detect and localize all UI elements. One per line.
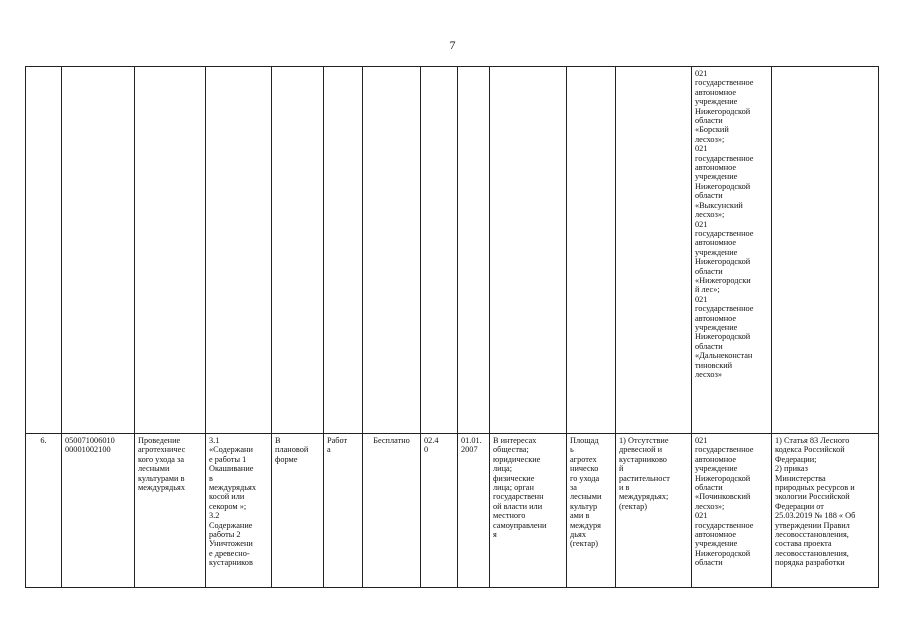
- cell-code: [62, 434, 135, 588]
- service-name: Проведение агротехничес кого ухода за лесными культурами в междурядьях: [138, 436, 186, 493]
- cell-type: [324, 67, 363, 434]
- consumers: В интересах общества; юридические лица; физические лица; орган государственн ой власти или местного самоуправлени я: [493, 436, 547, 540]
- service-payment: Бесплатно: [373, 436, 410, 445]
- cell-legal-basis: [772, 434, 879, 588]
- cell-quality-indicator: [616, 67, 692, 434]
- cell-consumers: [490, 434, 567, 588]
- cell-type: [324, 434, 363, 588]
- cell-code: [62, 67, 135, 434]
- institutions-text: 021 государственное автономное учреждение Нижегородской области «Борский лесхоз»; 021 государственное автономное учреждение Нижегородской области «Выксунский лесхоз»; 021 государственное автономное учреждение Нижегородской области «Нижегородски й лес»; 021 государственное автономное учреждение Нижегородской области «Дальнеконстан тиновский лесхоз»: [695, 69, 754, 379]
- service-date: 01.01. 2007: [461, 436, 482, 455]
- okved-code: 02.4 0: [424, 436, 439, 455]
- quality-indicator: 1) Отсутствие древесной и кустарниково й растительност и в междурядьях; (гектар): [619, 436, 670, 511]
- legal-basis: 1) Статья 83 Лесного кодекса Российской Федерации; 2) приказ Министерства природных ресурсов и экологии Российской Федерации от 25.03.2019 № 188 « Об утверждении Правил лесовосстановления, состава проекта лесовосстановления, порядка разработки: [775, 436, 856, 568]
- row-number: 6.: [40, 436, 47, 445]
- cell-service-name: [135, 434, 206, 588]
- table-row: [26, 67, 879, 434]
- service-form: В плановой форме: [275, 436, 309, 464]
- cell-content: [206, 434, 272, 588]
- cell-institutions: [692, 434, 772, 588]
- cell-date: [458, 67, 490, 434]
- cell-date: [458, 434, 490, 588]
- cell-form: [272, 434, 324, 588]
- volume-indicator: Площад ь агротех ническо го ухода за лесными культур ами в междуря дьях (гектар): [570, 436, 602, 549]
- cell-volume-indicator: [567, 67, 616, 434]
- cell-content: [206, 67, 272, 434]
- table-row: [26, 434, 879, 588]
- service-type: Работ а: [327, 436, 348, 455]
- page-number: 7: [449, 38, 456, 52]
- cell-payment: [363, 67, 421, 434]
- services-table: [25, 66, 879, 588]
- cell-legal-basis: [772, 67, 879, 434]
- service-content: 3.1 «Содержани е работы 1 Окашивание в междурядьях косой или секором »; 3.2 Содержание работы 2 Уничтожени е древесно- кустарников: [209, 436, 256, 568]
- cell-payment: [363, 434, 421, 588]
- cell-okved: [421, 434, 458, 588]
- cell-number: [26, 434, 62, 588]
- cell-number: [26, 67, 62, 434]
- cell-quality-indicator: [616, 434, 692, 588]
- cell-okved: [421, 67, 458, 434]
- cell-form: [272, 67, 324, 434]
- cell-service-name: [135, 67, 206, 434]
- institutions-text: 021 государственное автономное учреждение Нижегородской области «Починковский лесхоз»; 021 государственное автономное учреждение Нижегородской области: [695, 436, 754, 568]
- cell-volume-indicator: [567, 434, 616, 588]
- service-code: 050071006010 00001002100: [65, 436, 115, 455]
- cell-institutions: [692, 67, 772, 434]
- cell-consumers: [490, 67, 567, 434]
